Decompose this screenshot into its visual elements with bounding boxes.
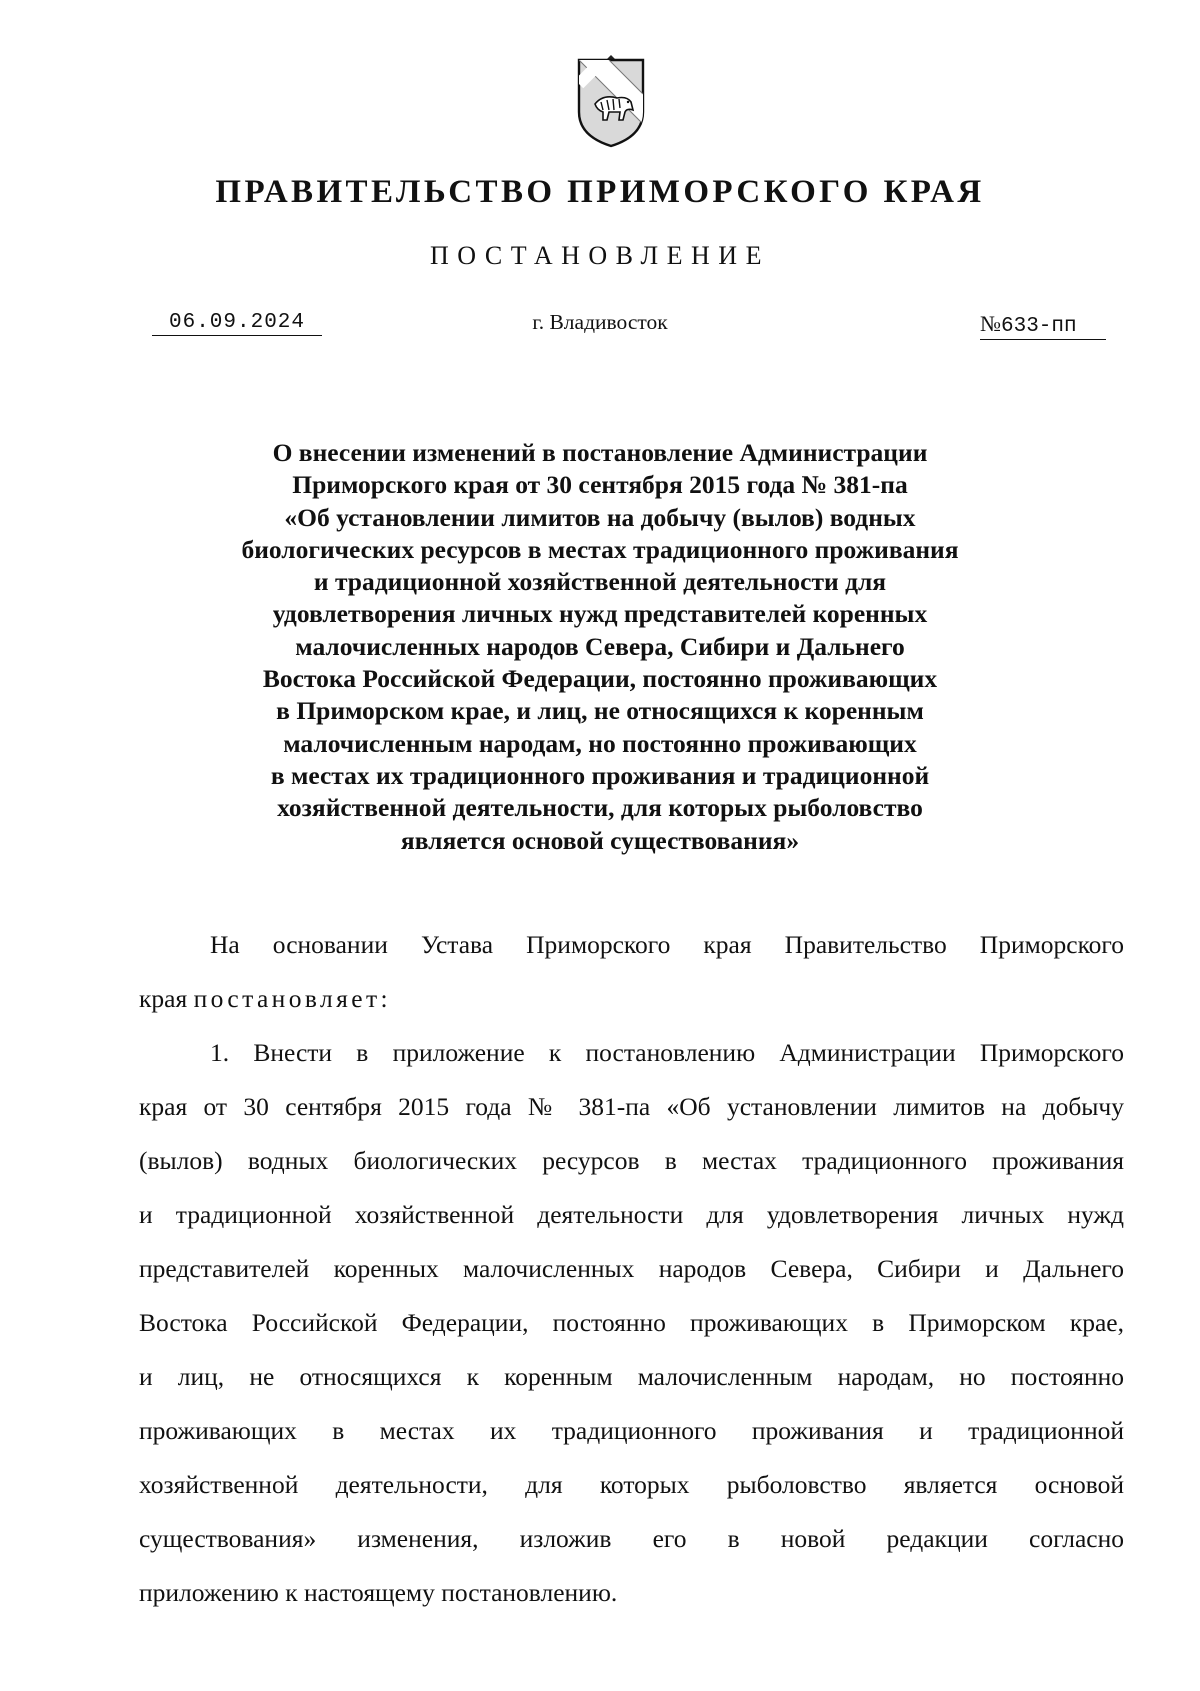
preamble-line: На основании Устава Приморского края Правительство Приморского bbox=[210, 930, 1124, 959]
subject-line: в местах их традиционного проживания и традиционной bbox=[270, 760, 930, 790]
item1-line: существования» изменения, изложив его в новой редакции согласно bbox=[139, 1524, 1124, 1553]
item1-line: и традиционной хозяйственной деятельности для удовлетворения личных нужд bbox=[139, 1200, 1124, 1229]
preamble-line bbox=[139, 972, 1124, 1026]
government-title: ПРАВИТЕЛЬСТВО ПРИМОРСКОГО КРАЯ bbox=[215, 174, 985, 210]
item1-line: 1. Внести в приложение к постановлению Администрации Приморского bbox=[210, 1038, 1124, 1067]
item1-line: приложению к настоящему постановлению. bbox=[139, 1578, 618, 1607]
subject-line: «Об установлении лимитов на добычу (вылов) водных bbox=[284, 502, 916, 532]
subject-line: биологических ресурсов в местах традиционного проживания bbox=[241, 534, 959, 564]
item1-line: края от 30 сентября 2015 года № 381-па «Об установлении лимитов на добычу bbox=[139, 1092, 1124, 1121]
subject-line: Востока Российской Федерации, постоянно проживающих bbox=[262, 664, 938, 694]
subject-line: удовлетворения личных нужд представителей коренных bbox=[272, 599, 928, 629]
subject-line: является основой существования» bbox=[400, 825, 800, 855]
document-date: 06.09.2024 bbox=[152, 311, 322, 336]
coat-of-arms-emblem bbox=[573, 54, 649, 150]
item1-line: и лиц, не относящихся к коренным малочисленным народам, но постоянно bbox=[139, 1362, 1124, 1391]
subject-line: в Приморском крае, и лиц, не относящихся к коренным bbox=[276, 696, 924, 726]
preamble-prefix: края bbox=[139, 984, 194, 1013]
decree-word: постановляет: bbox=[193, 984, 391, 1013]
item1-line: проживающих в местах их традиционного проживания и традиционной bbox=[139, 1416, 1124, 1445]
document-number bbox=[980, 311, 1106, 340]
item1-line: Востока Российской Федерации, постоянно проживающих в Приморском крае, bbox=[139, 1308, 1124, 1337]
number-value: 633-пп bbox=[1001, 315, 1077, 338]
item1-line: представителей коренных малочисленных народов Севера, Сибири и Дальнего bbox=[139, 1254, 1124, 1283]
item1-line: хозяйственной деятельности, для которых рыболовство является основой bbox=[139, 1470, 1124, 1499]
document-type: ПОСТАНОВЛЕНИЕ bbox=[430, 241, 770, 270]
document-city: г. Владивосток bbox=[532, 310, 668, 334]
document-body bbox=[139, 918, 1124, 1620]
subject-line: и традиционной хозяйственной деятельности для bbox=[313, 567, 887, 597]
item1-line: (вылов) водных биологических ресурсов в местах традиционного проживания bbox=[139, 1146, 1124, 1175]
subject-line: малочисленных народов Севера, Сибири и Дальнего bbox=[295, 631, 905, 661]
subject-line: малочисленным народам, но постоянно проживающих bbox=[283, 728, 917, 758]
number-sign: № bbox=[980, 311, 1001, 336]
subject-line: О внесении изменений в постановление Администрации bbox=[272, 438, 928, 467]
subject-line: хозяйственной деятельности, для которых рыболовство bbox=[277, 793, 923, 823]
subject-line: Приморского края от 30 сентября 2015 года № 381-па bbox=[292, 470, 908, 500]
document-subject bbox=[0, 437, 1200, 857]
